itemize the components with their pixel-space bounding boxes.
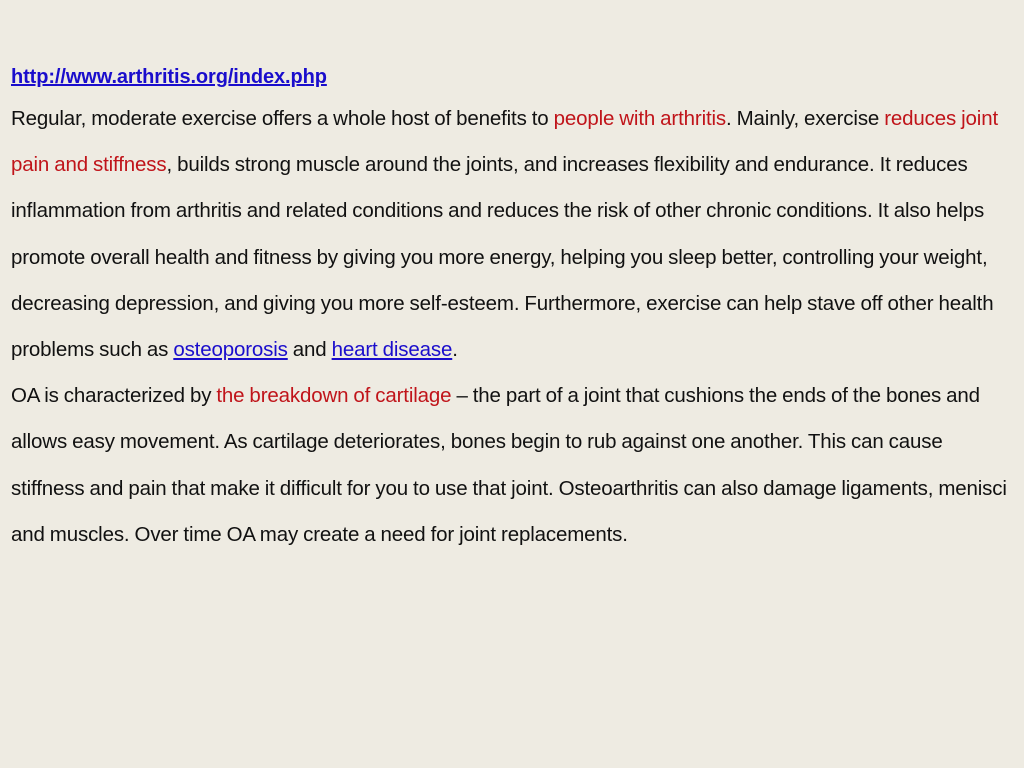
text-segment: Regular, moderate exercise offers a whole host of benefits to	[11, 107, 554, 130]
text-segment: OA is characterized by	[11, 384, 217, 408]
highlight-people-with-arthritis: people with arthritis	[553, 107, 727, 130]
source-link[interactable]: http://www.arthritis.org/index.php	[11, 66, 327, 88]
text-segment: .	[452, 338, 458, 362]
heart-disease-link[interactable]: heart disease	[331, 338, 453, 362]
highlight-breakdown-of-cartilage: the breakdown of cartilage	[216, 384, 452, 408]
text-segment: . Mainly, exercise	[726, 107, 885, 130]
text-segment: , builds strong muscle around the joints, and increases flexibility and endurance. It reduces inflammation from arthritis and related conditions and reduces the risk of other chronic conditions. It also helps promote overall health and fitness by giving you more energy, helping you sleep better, controlling your weight, decreasing depression, and giving you more self-esteem. Furthermore, exercise can help stave off other health problems such as	[11, 153, 994, 362]
oa-description-paragraph	[11, 373, 1010, 558]
text-segment: and	[287, 338, 332, 362]
text-segment: – the part of a joint that cushions the ends of the bones and allows easy movement. As cartilage deteriorates, bones begin to rub against one another. This can cause stiffness and pain that make it difficult for you to use that joint. Osteoarthritis can also damage ligaments, menisci and muscles. Over time OA may create a need for joint replacements.	[11, 384, 1007, 546]
highlight-reduces-joint-pain: reduces joint pain and stiffness	[11, 107, 999, 177]
osteoporosis-link[interactable]: osteoporosis	[173, 338, 288, 362]
exercise-benefits-paragraph	[11, 96, 1010, 373]
